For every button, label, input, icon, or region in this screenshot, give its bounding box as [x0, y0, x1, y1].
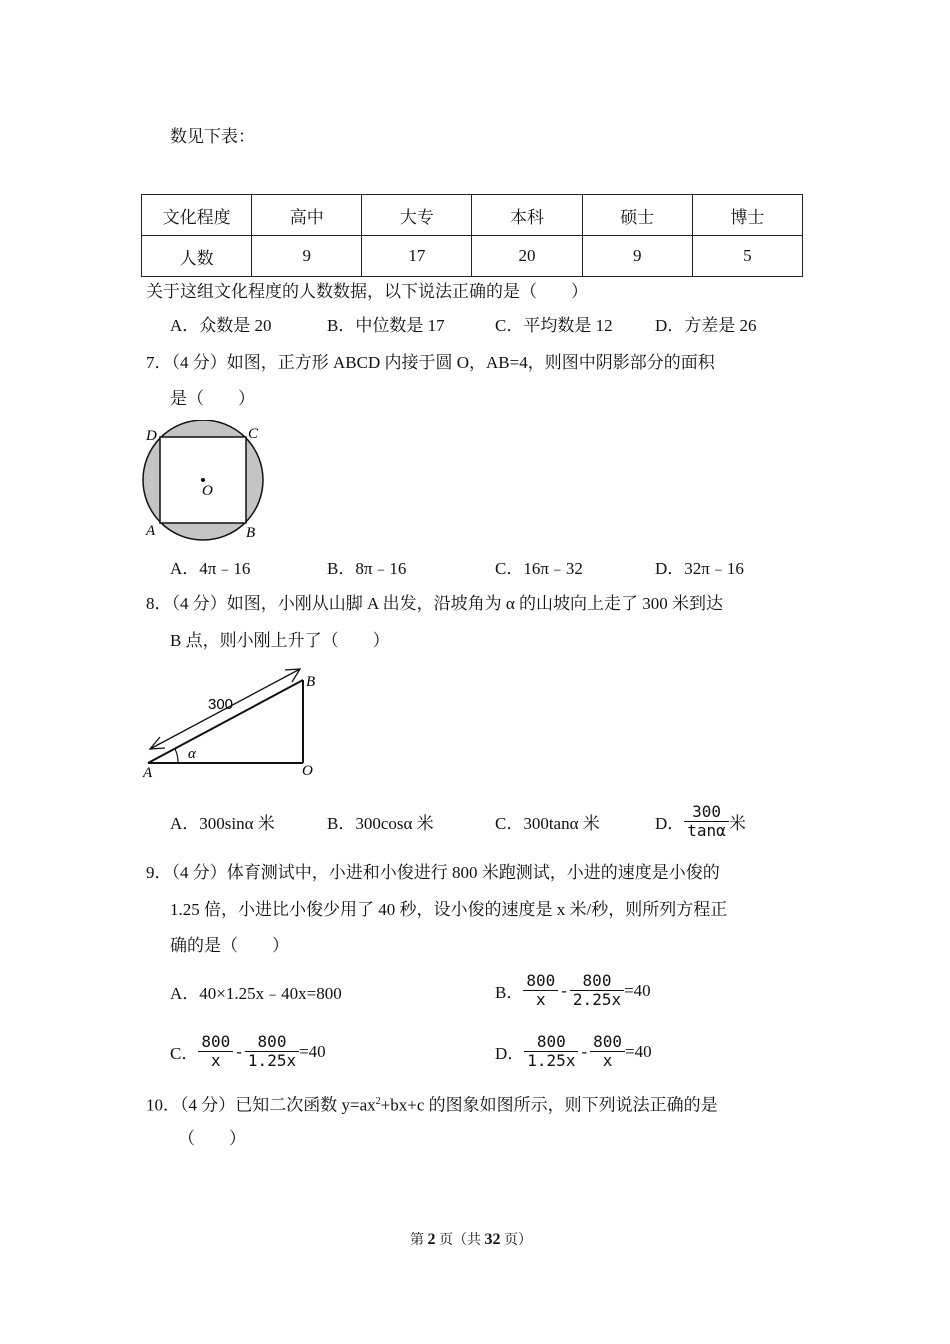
label-b: B: [246, 525, 256, 541]
q8-stem-line1: 8．（4 分）如图，小刚从山脚 A 出发，沿坡角为 α 的山坡向上走了 300 米到达: [146, 594, 723, 613]
q6-option-a: A．众数是 20: [170, 316, 272, 335]
q7-option-d: D．32π﹣16: [655, 559, 744, 578]
option-suffix: 米: [728, 814, 746, 833]
option-prefix: C．: [170, 1044, 199, 1063]
page-number: 2: [427, 1231, 436, 1248]
q7-option-c: C．16π﹣32: [495, 559, 583, 578]
table-row: [142, 236, 803, 277]
label-a: A: [143, 765, 153, 781]
numerator: 800: [523, 972, 558, 991]
q9-option-b: [495, 972, 651, 1009]
numerator: 800: [570, 972, 624, 991]
label-b: B: [306, 674, 316, 690]
minus-sign: -: [236, 1041, 242, 1061]
q6-option-d: D．方差是 26: [655, 316, 757, 335]
numerator: 800: [524, 1033, 578, 1052]
q9-option-c: [170, 1033, 326, 1070]
table-cell: 17: [362, 236, 472, 277]
minus-sign: -: [561, 980, 567, 1000]
fraction-2: [570, 972, 624, 1009]
denominator: x: [602, 1051, 613, 1070]
q8-option-d: [655, 803, 746, 840]
q9-stem-line3: 确的是（ ）: [170, 936, 289, 955]
fraction-2: [245, 1033, 299, 1070]
q7-option-b: B．8π﹣16: [327, 559, 407, 578]
denominator: tanα: [687, 821, 726, 840]
label-o: O: [302, 763, 313, 779]
q10-stem-post: +bx+c 的图象如图所示，则下列说法正确的是: [380, 1095, 718, 1115]
numerator: 800: [590, 1033, 625, 1052]
table-cell: 20: [472, 236, 582, 277]
intro-text: 数见下表：: [170, 127, 255, 146]
q9-stem-line2: 1.25 倍，小进比小俊少用了 40 秒，设小俊的速度是 x 米/秒，则所列方程正: [170, 900, 728, 919]
label-c: C: [248, 426, 259, 442]
fraction-1: [198, 1033, 233, 1070]
length-label: 300: [208, 696, 234, 713]
table-cell: 9: [582, 236, 692, 277]
table-cell: 高中: [252, 195, 362, 236]
table-cell: 人数: [142, 236, 252, 277]
q6-option-c: C．平均数是 12: [495, 316, 613, 335]
q8-option-c: C．300tanα 米: [495, 814, 600, 833]
option-prefix: D．: [655, 814, 685, 833]
label-d: D: [146, 428, 157, 444]
q8-stem-line2: B 点，则小刚上升了（ ）: [170, 631, 390, 650]
equation-rhs: =40: [625, 1041, 652, 1061]
q6-stem: 关于这组文化程度的人数数据，以下说法正确的是（ ）: [146, 282, 588, 301]
table-cell: 9: [252, 236, 362, 277]
denominator: 1.25x: [527, 1051, 576, 1070]
label-a: A: [146, 523, 156, 539]
footer-text: 页（共: [435, 1233, 485, 1248]
denominator: 2.25x: [572, 990, 622, 1009]
numerator: 800: [245, 1033, 299, 1052]
q10-stem-line2: （ ）: [178, 1129, 246, 1148]
q9-option-d: [495, 1033, 652, 1070]
q8-option-b: B．300cosα 米: [327, 814, 434, 833]
option-prefix: D．: [495, 1044, 525, 1063]
footer-text: 第: [410, 1233, 428, 1248]
equation-rhs: =40: [624, 980, 651, 1000]
q7-stem-line2: 是（ ）: [170, 389, 255, 408]
center-point: [201, 478, 205, 482]
table-cell: 本科: [472, 195, 582, 236]
q6-option-b: B．中位数是 17: [327, 316, 445, 335]
denominator: x: [535, 990, 546, 1009]
education-table: [141, 194, 803, 277]
numerator: 300: [684, 803, 729, 822]
footer-text: 页）: [500, 1233, 532, 1248]
q9-option-a: A．40×1.25x﹣40x=800: [170, 984, 342, 1003]
page-total: 32: [484, 1231, 501, 1248]
denominator: 1.25x: [247, 1051, 297, 1070]
q8-option-a: A．300sinα 米: [170, 814, 275, 833]
q9-stem-line1: 9．（4 分）体育测试中，小进和小俊进行 800 米跑测试，小进的速度是小俊的: [146, 863, 720, 882]
q10-exponent: 2: [375, 1096, 381, 1107]
angle-label: α: [188, 746, 196, 762]
table-header-row: [142, 195, 803, 236]
fraction-1: [523, 972, 558, 1009]
q7-circle-square-figure: [138, 420, 273, 545]
q8-slope-figure: [140, 665, 325, 785]
equation-rhs: =40: [299, 1041, 326, 1061]
option-prefix: B．: [495, 983, 524, 1002]
fraction-2: [590, 1033, 625, 1070]
page-footer: [410, 1229, 532, 1249]
q10-stem-line1: [146, 1091, 718, 1117]
table-cell: 5: [692, 236, 802, 277]
label-o: O: [202, 483, 213, 499]
table-cell: 博士: [692, 195, 802, 236]
table-cell: 大专: [362, 195, 472, 236]
slope-line: [148, 680, 303, 763]
q10-stem-pre: 10．（4 分）已知二次函数 y=ax: [146, 1095, 376, 1115]
angle-arc: [175, 749, 178, 763]
fraction-1: [524, 1033, 578, 1070]
table-cell: 文化程度: [142, 195, 252, 236]
numerator: 800: [198, 1033, 233, 1052]
denominator: x: [210, 1051, 221, 1070]
arrowhead-left: [150, 737, 165, 749]
q7-stem-line1: 7．（4 分）如图，正方形 ABCD 内接于圆 O，AB=4，则图中阴影部分的面积: [146, 353, 715, 372]
minus-sign: -: [581, 1041, 588, 1061]
fraction: [684, 803, 729, 840]
q7-option-a: A．4π﹣16: [170, 559, 251, 578]
table-cell: 硕士: [582, 195, 692, 236]
